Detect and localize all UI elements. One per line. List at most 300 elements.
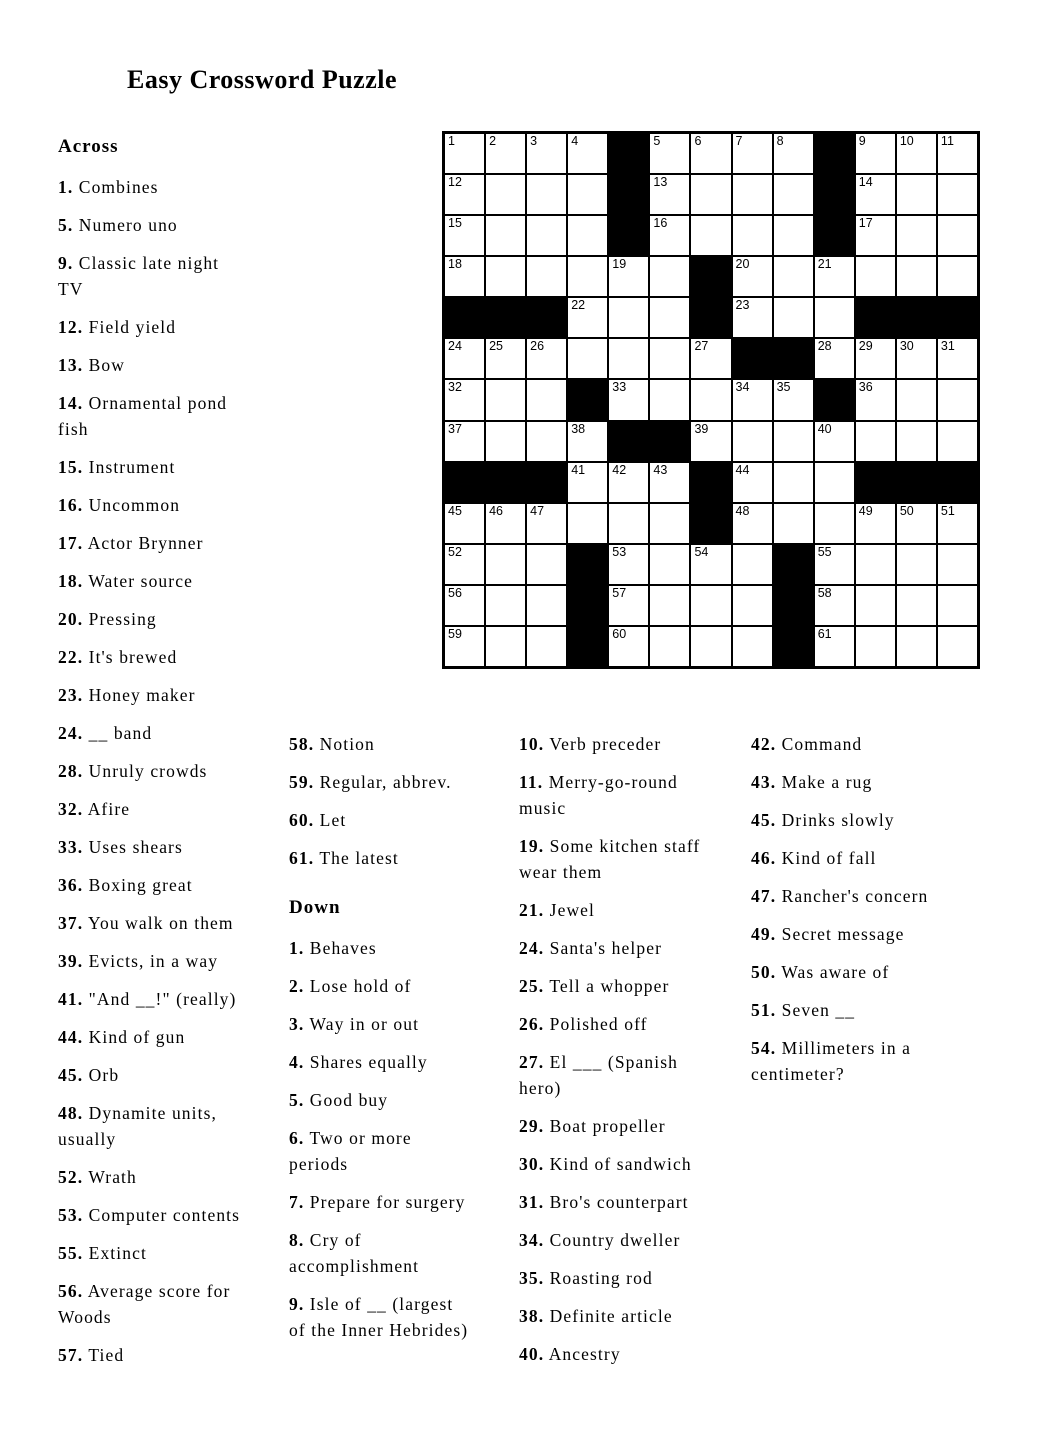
black-cell — [608, 133, 649, 174]
clue-item — [289, 1049, 475, 1075]
grid-cell[interactable] — [896, 503, 937, 544]
clue-item — [58, 530, 246, 556]
grid-cell[interactable] — [773, 421, 814, 462]
grid-cell[interactable] — [526, 544, 567, 585]
grid-cell[interactable] — [526, 379, 567, 420]
cell-number: 60 — [612, 626, 627, 641]
grid-cell[interactable] — [855, 503, 896, 544]
clue-item — [58, 1240, 246, 1266]
black-cell — [608, 421, 649, 462]
black-cell — [896, 462, 937, 503]
clue-text: Lose hold of — [304, 976, 412, 996]
grid-cell[interactable] — [732, 544, 773, 585]
clue-number: 41. — [58, 989, 84, 1009]
clue-text: Uncommon — [83, 495, 181, 515]
grid-cell[interactable] — [608, 256, 649, 297]
clue-text: Kind of fall — [776, 848, 877, 868]
clue-number: 40. — [519, 1344, 545, 1364]
grid-cell[interactable] — [855, 174, 896, 215]
grid-cell[interactable] — [855, 379, 896, 420]
clue-text: Computer contents — [83, 1205, 241, 1225]
clue-number: 32. — [58, 799, 84, 819]
grid-cell[interactable] — [444, 503, 485, 544]
clue-item — [519, 769, 719, 821]
clue-number: 19. — [519, 836, 545, 856]
grid-cell[interactable] — [444, 421, 485, 462]
black-cell — [444, 462, 485, 503]
grid-cell[interactable] — [444, 379, 485, 420]
grid-cell[interactable] — [732, 421, 773, 462]
grid-cell[interactable] — [896, 379, 937, 420]
grid-cell[interactable] — [649, 626, 690, 667]
clue-text: It's brewed — [83, 647, 178, 667]
clue-text: El ___ (Spanish hero) — [519, 1052, 678, 1098]
cell-number: 38 — [571, 421, 586, 436]
grid-cell[interactable] — [485, 421, 526, 462]
grid-cell[interactable] — [732, 626, 773, 667]
grid-cell[interactable] — [485, 585, 526, 626]
grid-cell[interactable] — [855, 338, 896, 379]
grid-cell[interactable] — [608, 503, 649, 544]
grid-cell[interactable] — [567, 256, 608, 297]
grid-cell[interactable] — [526, 421, 567, 462]
clue-text: Command — [776, 734, 863, 754]
grid-cell[interactable] — [567, 133, 608, 174]
clue-item — [58, 758, 246, 784]
grid-cell[interactable] — [937, 133, 978, 174]
black-cell — [814, 379, 855, 420]
clue-text: Ornamental pond fish — [58, 393, 228, 439]
clue-text: Prepare for surgery — [304, 1192, 466, 1212]
clue-number: 11. — [519, 772, 544, 792]
clue-number: 43. — [751, 772, 777, 792]
grid-cell[interactable] — [485, 256, 526, 297]
grid-cell[interactable] — [855, 215, 896, 256]
clue-number: 9. — [58, 253, 74, 273]
grid-cell[interactable] — [526, 133, 567, 174]
clue-item — [58, 390, 246, 442]
grid-cell[interactable] — [814, 585, 855, 626]
grid-cell[interactable] — [855, 626, 896, 667]
black-cell — [567, 379, 608, 420]
cell-number: 18 — [448, 257, 462, 272]
grid-cell[interactable] — [690, 421, 731, 462]
clue-item — [519, 731, 719, 757]
grid-cell[interactable] — [690, 544, 731, 585]
clue-item — [289, 1227, 475, 1279]
black-cell — [567, 544, 608, 585]
grid-cell[interactable] — [732, 462, 773, 503]
black-cell — [855, 462, 896, 503]
grid-cell[interactable] — [896, 585, 937, 626]
clue-number: 4. — [289, 1052, 305, 1072]
black-cell — [690, 256, 731, 297]
grid-cell[interactable] — [526, 256, 567, 297]
clue-text: Boat propeller — [544, 1116, 666, 1136]
grid-cell[interactable] — [896, 215, 937, 256]
clue-number: 55. — [58, 1243, 84, 1263]
grid-cell[interactable] — [567, 338, 608, 379]
grid-cell[interactable] — [485, 338, 526, 379]
grid-cell[interactable] — [937, 503, 978, 544]
black-cell — [608, 174, 649, 215]
grid-cell[interactable] — [732, 256, 773, 297]
cell-number: 9 — [858, 134, 866, 148]
clue-number: 38. — [519, 1306, 545, 1326]
clue-number: 3. — [289, 1014, 305, 1034]
grid-cell[interactable] — [773, 462, 814, 503]
clue-number: 25. — [519, 976, 545, 996]
clue-text: Extinct — [83, 1243, 147, 1263]
cell-number: 53 — [612, 544, 627, 559]
grid-cell[interactable] — [649, 544, 690, 585]
clue-item — [519, 1049, 719, 1101]
clue-text: __ band — [83, 723, 153, 743]
grid-cell[interactable] — [732, 503, 773, 544]
grid-cell[interactable] — [773, 503, 814, 544]
grid-cell[interactable] — [896, 133, 937, 174]
grid-cell[interactable] — [690, 174, 731, 215]
clue-item — [58, 644, 246, 670]
black-cell — [814, 174, 855, 215]
clue-text: Boxing great — [83, 875, 193, 895]
grid-cell[interactable] — [896, 544, 937, 585]
grid-cell[interactable] — [937, 256, 978, 297]
clue-text: Country dweller — [544, 1230, 681, 1250]
clue-column-down-end — [751, 731, 946, 1099]
clue-item — [58, 1342, 246, 1368]
grid-cell[interactable] — [649, 297, 690, 338]
grid-cell[interactable] — [855, 256, 896, 297]
clue-number: 13. — [58, 355, 84, 375]
cell-number: 33 — [612, 380, 627, 395]
clue-number: 53. — [58, 1205, 84, 1225]
clue-item — [58, 250, 246, 302]
clue-text: Field yield — [83, 317, 177, 337]
cell-number: 52 — [448, 544, 462, 559]
clue-number: 6. — [289, 1128, 305, 1148]
clue-number: 51. — [751, 1000, 777, 1020]
grid-cell[interactable] — [567, 503, 608, 544]
cell-number: 19 — [612, 257, 627, 272]
clue-item — [519, 833, 719, 885]
clue-text: Polished off — [544, 1014, 648, 1034]
grid-cell[interactable] — [814, 297, 855, 338]
cell-number: 20 — [735, 257, 750, 272]
clue-text: Bow — [83, 355, 126, 375]
grid-cell[interactable] — [444, 544, 485, 585]
black-cell — [773, 338, 814, 379]
grid-cell[interactable] — [732, 215, 773, 256]
grid-cell[interactable] — [896, 256, 937, 297]
grid-cell[interactable] — [485, 626, 526, 667]
grid-cell[interactable] — [773, 215, 814, 256]
cell-number: 26 — [530, 339, 545, 354]
grid-cell[interactable] — [526, 585, 567, 626]
grid-cell[interactable] — [649, 585, 690, 626]
clue-item — [58, 606, 246, 632]
cell-number: 35 — [776, 380, 791, 395]
clue-column-across — [58, 134, 246, 1380]
grid-cell[interactable] — [773, 174, 814, 215]
clue-item — [289, 845, 475, 871]
clue-item — [58, 986, 246, 1012]
grid-cell[interactable] — [732, 133, 773, 174]
clue-item — [289, 1291, 475, 1343]
clue-item — [58, 314, 246, 340]
clue-item — [289, 769, 475, 795]
clue-item — [519, 1303, 719, 1329]
clue-text: Regular, abbrev. — [314, 772, 452, 792]
grid-cell[interactable] — [649, 174, 690, 215]
clue-number: 8. — [289, 1230, 305, 1250]
clue-item — [58, 454, 246, 480]
grid-cell[interactable] — [732, 379, 773, 420]
grid-cell[interactable] — [526, 626, 567, 667]
grid-cell[interactable] — [773, 297, 814, 338]
grid-cell[interactable] — [732, 585, 773, 626]
black-cell — [526, 462, 567, 503]
clue-item — [58, 1062, 246, 1088]
clue-number: 7. — [289, 1192, 305, 1212]
clue-number: 29. — [519, 1116, 545, 1136]
cell-number: 11 — [940, 134, 954, 148]
grid-cell[interactable] — [444, 215, 485, 256]
grid-cell[interactable] — [732, 174, 773, 215]
clue-item — [289, 1125, 475, 1177]
clue-column-down-middle — [519, 731, 719, 1379]
grid-cell[interactable] — [814, 503, 855, 544]
grid-cell[interactable] — [937, 215, 978, 256]
clue-text: Wrath — [83, 1167, 137, 1187]
grid-cell[interactable] — [608, 297, 649, 338]
clue-number: 9. — [289, 1294, 305, 1314]
grid-cell[interactable] — [649, 338, 690, 379]
grid-cell[interactable] — [690, 379, 731, 420]
grid-cell[interactable] — [732, 297, 773, 338]
black-cell — [732, 338, 773, 379]
grid-cell[interactable] — [814, 256, 855, 297]
grid-cell[interactable] — [608, 462, 649, 503]
clue-text: Ancestry — [544, 1344, 621, 1364]
black-cell — [485, 297, 526, 338]
clue-text: Definite article — [544, 1306, 673, 1326]
clue-number: 5. — [58, 215, 74, 235]
grid-cell[interactable] — [855, 133, 896, 174]
black-cell — [690, 297, 731, 338]
grid-cell[interactable] — [690, 215, 731, 256]
cell-number: 12 — [448, 175, 462, 190]
grid-cell[interactable] — [649, 379, 690, 420]
grid-cell[interactable] — [649, 133, 690, 174]
clue-number: 21. — [519, 900, 545, 920]
grid-cell[interactable] — [485, 215, 526, 256]
grid-cell[interactable] — [649, 462, 690, 503]
clue-text: Secret message — [776, 924, 905, 944]
clue-number: 27. — [519, 1052, 545, 1072]
clue-item — [58, 720, 246, 746]
grid-cell[interactable] — [896, 626, 937, 667]
grid-cell[interactable] — [855, 585, 896, 626]
clue-text: Verb preceder — [544, 734, 662, 754]
clue-number: 14. — [58, 393, 84, 413]
clue-item — [519, 897, 719, 923]
clue-number: 24. — [519, 938, 545, 958]
grid-cell[interactable] — [608, 585, 649, 626]
clue-text: Orb — [83, 1065, 120, 1085]
cell-number: 49 — [858, 503, 873, 518]
cell-number: 4 — [571, 134, 579, 148]
grid-cell[interactable] — [937, 379, 978, 420]
grid-cell[interactable] — [649, 503, 690, 544]
clue-number: 45. — [751, 810, 777, 830]
grid-cell[interactable] — [567, 297, 608, 338]
clue-text: Merry-go-round music — [519, 772, 678, 818]
cell-number: 47 — [530, 503, 545, 518]
grid-cell[interactable] — [608, 626, 649, 667]
clue-text: Millimeters in a centimeter? — [751, 1038, 912, 1084]
clue-text: Some kitchen staff wear them — [519, 836, 701, 882]
grid-cell[interactable] — [526, 174, 567, 215]
grid-cell[interactable] — [567, 462, 608, 503]
black-cell — [649, 421, 690, 462]
clue-number: 26. — [519, 1014, 545, 1034]
clue-column-across-end-down-start — [289, 731, 475, 1355]
clue-number: 61. — [289, 848, 315, 868]
grid-cell[interactable] — [649, 215, 690, 256]
grid-cell[interactable] — [649, 256, 690, 297]
black-cell — [773, 626, 814, 667]
cell-number: 61 — [817, 626, 832, 641]
grid-cell[interactable] — [485, 379, 526, 420]
cell-number: 3 — [530, 134, 538, 148]
cell-number: 28 — [817, 339, 832, 354]
grid-cell[interactable] — [773, 379, 814, 420]
grid-cell[interactable] — [608, 544, 649, 585]
grid-cell[interactable] — [444, 338, 485, 379]
grid-cell[interactable] — [937, 174, 978, 215]
black-cell — [855, 297, 896, 338]
clue-number: 16. — [58, 495, 84, 515]
grid-cell[interactable] — [814, 544, 855, 585]
clue-number: 10. — [519, 734, 545, 754]
grid-cell[interactable] — [814, 626, 855, 667]
clue-text: Two or more periods — [289, 1128, 412, 1174]
black-cell — [937, 462, 978, 503]
grid-cell[interactable] — [444, 585, 485, 626]
clue-number: 39. — [58, 951, 84, 971]
grid-cell[interactable] — [444, 626, 485, 667]
grid-cell[interactable] — [608, 379, 649, 420]
clue-item — [58, 1024, 246, 1050]
clue-text: Make a rug — [776, 772, 873, 792]
grid-cell[interactable] — [690, 585, 731, 626]
grid-cell[interactable] — [937, 338, 978, 379]
clue-text: Kind of gun — [83, 1027, 186, 1047]
grid-cell[interactable] — [937, 544, 978, 585]
grid-cell[interactable] — [567, 174, 608, 215]
grid-cell[interactable] — [773, 256, 814, 297]
grid-cell[interactable] — [937, 421, 978, 462]
grid-cell[interactable] — [896, 338, 937, 379]
grid-cell[interactable] — [567, 421, 608, 462]
cell-number: 43 — [653, 462, 668, 477]
grid-cell[interactable] — [485, 503, 526, 544]
clue-number: 18. — [58, 571, 84, 591]
clue-text: Honey maker — [83, 685, 196, 705]
clue-number: 24. — [58, 723, 84, 743]
clue-number: 35. — [519, 1268, 545, 1288]
clue-item — [58, 212, 246, 238]
page-title: Easy Crossword Puzzle — [127, 65, 398, 94]
black-cell — [937, 297, 978, 338]
clue-number: 1. — [289, 938, 305, 958]
grid-cell[interactable] — [773, 133, 814, 174]
grid-cell[interactable] — [896, 421, 937, 462]
clue-item — [519, 1113, 719, 1139]
clue-item — [58, 834, 246, 860]
cell-number: 42 — [612, 462, 627, 477]
clue-item — [289, 1011, 475, 1037]
grid-cell[interactable] — [485, 133, 526, 174]
grid-cell[interactable] — [690, 626, 731, 667]
clue-item — [751, 769, 946, 795]
grid-cell[interactable] — [814, 462, 855, 503]
grid-cell[interactable] — [485, 174, 526, 215]
clue-number: 1. — [58, 177, 74, 197]
grid-cell[interactable] — [814, 338, 855, 379]
grid-cell[interactable] — [690, 133, 731, 174]
clue-text: Way in or out — [304, 1014, 420, 1034]
clue-number: 12. — [58, 317, 84, 337]
grid-cell[interactable] — [855, 544, 896, 585]
grid-cell[interactable] — [485, 544, 526, 585]
clue-text: Classic late night TV — [58, 253, 220, 299]
clue-item — [289, 807, 475, 833]
clue-item — [751, 883, 946, 909]
grid-cell[interactable] — [567, 215, 608, 256]
cell-number: 45 — [448, 503, 462, 518]
clue-text: Actor Brynner — [83, 533, 204, 553]
clue-text: Kind of sandwich — [544, 1154, 692, 1174]
grid-cell[interactable] — [444, 133, 485, 174]
clue-item — [289, 1087, 475, 1113]
grid-cell[interactable] — [937, 585, 978, 626]
cell-number: 6 — [694, 134, 702, 148]
grid-cell[interactable] — [444, 256, 485, 297]
cell-number: 23 — [735, 298, 750, 313]
grid-cell[interactable] — [526, 338, 567, 379]
clue-text: Isle of __ (largest of the Inner Hebrides) — [289, 1294, 469, 1340]
grid-cell[interactable] — [814, 421, 855, 462]
clue-text: Shares equally — [304, 1052, 428, 1072]
clue-number: 46. — [751, 848, 777, 868]
clue-number: 57. — [58, 1345, 84, 1365]
clue-number: 5. — [289, 1090, 305, 1110]
black-cell — [773, 544, 814, 585]
grid-cell[interactable] — [896, 174, 937, 215]
clue-text: Water source — [83, 571, 193, 591]
grid-cell[interactable] — [855, 421, 896, 462]
grid-cell[interactable] — [690, 338, 731, 379]
grid-cell[interactable] — [937, 626, 978, 667]
clue-text: Drinks slowly — [776, 810, 895, 830]
grid-cell[interactable] — [526, 503, 567, 544]
grid-cell[interactable] — [608, 338, 649, 379]
grid-cell[interactable] — [444, 174, 485, 215]
grid-cell[interactable] — [526, 215, 567, 256]
clue-number: 20. — [58, 609, 84, 629]
